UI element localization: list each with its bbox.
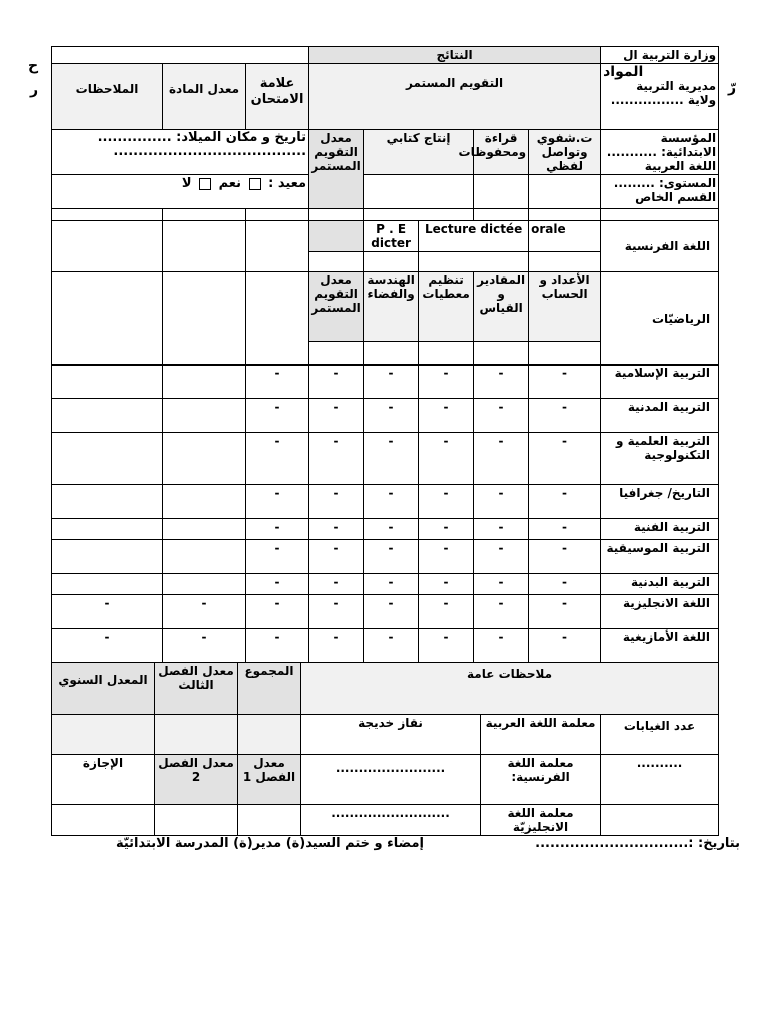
general-remarks-header: ملاحظات عامة — [301, 663, 719, 715]
subject-cell: - — [529, 485, 601, 519]
subject-cell: - — [246, 595, 309, 629]
french-skill-oral: orale — [529, 221, 601, 252]
subject-cell: - — [309, 629, 364, 663]
subject-name: اللغة الانجليزية — [601, 595, 719, 629]
left-edge-mark-1: ح — [28, 58, 39, 74]
institution-block — [601, 130, 719, 175]
subject-avg-cell: - — [163, 629, 246, 663]
subject-row — [52, 574, 719, 595]
subject-cell: - — [419, 574, 474, 595]
remarks-cell — [52, 365, 163, 399]
subject-name: اللغة الأمازيغية — [601, 629, 719, 663]
french-teacher-dots: ........................ — [301, 755, 481, 805]
subject-cell: - — [474, 595, 529, 629]
subject-cell: - — [309, 519, 364, 540]
french-teacher-label: معلمة اللغة الفرنسية: — [481, 755, 601, 805]
subject-cell: - — [364, 595, 419, 629]
yes-label: نعم — [218, 176, 242, 191]
materials-label: المواد — [603, 64, 644, 80]
subject-cell: - — [419, 629, 474, 663]
subject-name: التربية الفنية — [601, 519, 719, 540]
remarks-cell — [52, 519, 163, 540]
repeater-block — [52, 175, 309, 209]
left-edge-mark-2: ر — [30, 82, 39, 98]
subject-cell: - — [309, 399, 364, 433]
subject-cell: - — [529, 519, 601, 540]
subject-cell: - — [364, 540, 419, 574]
subject-cell: - — [419, 519, 474, 540]
arabic-teacher-name: نقاز خديجة — [301, 715, 481, 755]
math-subject: الرياضيّات — [601, 272, 719, 366]
subject-name: التربية الإسلامية — [601, 365, 719, 399]
yes-checkbox[interactable] — [249, 178, 261, 190]
subject-avg-cell — [163, 399, 246, 433]
subjects-table — [51, 364, 719, 663]
subject-cell: - — [246, 485, 309, 519]
arabic-skill-writing: إنتاج كتابي — [364, 130, 474, 175]
french-subject: اللغة الفرنسية — [601, 221, 719, 272]
subject-cell: - — [474, 365, 529, 399]
subject-cell: - — [246, 629, 309, 663]
subject-name: التربية المدنية — [601, 399, 719, 433]
subject-cell: - — [309, 365, 364, 399]
exam-mark-header: علامة الامتحان — [246, 64, 309, 130]
primary-label: الابتدائية: ........... — [606, 145, 717, 159]
term3-avg-header: معدل الفصل الثالث — [155, 663, 238, 715]
subject-cell: - — [309, 595, 364, 629]
french-skill-reading: Lecture dictée — [419, 221, 529, 252]
annual-avg-header: المعدل السنوي — [52, 663, 155, 715]
subject-cell: - — [474, 399, 529, 433]
remarks-cell — [52, 540, 163, 574]
no-checkbox[interactable] — [199, 178, 211, 190]
subject-avg-cell — [163, 574, 246, 595]
term2-avg-header: معدل الفصل 2 — [155, 755, 238, 805]
french-skill-writing: P . E dicter — [364, 221, 419, 252]
subject-cell: - — [246, 574, 309, 595]
subject-cell: - — [246, 519, 309, 540]
remarks-cell — [52, 574, 163, 595]
subject-cell: - — [364, 399, 419, 433]
math-skill-data: تنظيم معطيات — [419, 272, 474, 342]
remarks-cell: - — [52, 595, 163, 629]
subject-cell: - — [419, 365, 474, 399]
ministry-label: وزارة التربية ال — [601, 47, 719, 64]
remarks-header: الملاحظات — [52, 64, 163, 130]
subject-cell: - — [364, 485, 419, 519]
arabic-skill-oral: ت.شفوي وتواصل لفظي — [529, 130, 601, 175]
results-title: النتائج — [309, 47, 601, 64]
subject-cell: - — [529, 540, 601, 574]
subject-cell: - — [529, 399, 601, 433]
subject-cell: - — [246, 399, 309, 433]
subject-row — [52, 485, 719, 519]
subject-cell: - — [529, 365, 601, 399]
math-skill-avg: معدل التقويم المستمر — [309, 272, 364, 342]
subject-cell: - — [309, 574, 364, 595]
subject-row — [52, 399, 719, 433]
subject-cell: - — [474, 629, 529, 663]
summary-table — [51, 662, 719, 836]
subject-cell: - — [529, 595, 601, 629]
arabic-skill-reading: قراءة ومحفوظات — [474, 130, 529, 175]
total-header: المجموع — [238, 663, 301, 715]
subject-avg-cell: - — [163, 595, 246, 629]
subject-cell: - — [246, 433, 309, 485]
subject-cell: - — [246, 365, 309, 399]
subject-cell: - — [419, 595, 474, 629]
subject-row — [52, 629, 719, 663]
subject-cell: - — [246, 540, 309, 574]
subject-cell: - — [529, 574, 601, 595]
math-skill-geometry: الهندسة والفضاء — [364, 272, 419, 342]
subject-name: التربية البدنية — [601, 574, 719, 595]
arabic-subject: اللغة العربية — [644, 159, 717, 173]
institution-label: المؤسسة — [660, 131, 717, 145]
level-label: المستوى: ......... — [613, 176, 717, 190]
subject-cell: - — [364, 433, 419, 485]
header-block — [601, 64, 719, 130]
remarks-cell — [52, 433, 163, 485]
certificate-label: الإجازة — [52, 755, 155, 805]
subject-row — [52, 433, 719, 485]
subject-cell: - — [474, 540, 529, 574]
subject-cell: - — [364, 629, 419, 663]
subject-cell: - — [309, 540, 364, 574]
english-teacher-dots: .......................... — [301, 805, 481, 836]
subject-name: التربية الموسيقية — [601, 540, 719, 574]
directorate-label: مديرية التربية — [636, 79, 717, 93]
footer-signature: إمضاء و ختم السيد(ة) مدير(ة) المدرسة الابتدائيّة — [115, 836, 424, 851]
subject-row — [52, 365, 719, 399]
subject-cell: - — [529, 433, 601, 485]
subject-avg-cell — [163, 485, 246, 519]
repeater-label: معيد : — [268, 176, 307, 191]
subject-cell: - — [419, 433, 474, 485]
subject-cell: - — [474, 485, 529, 519]
continuous-eval-header: التقويم المستمر — [309, 64, 601, 130]
no-label: لا — [181, 176, 192, 191]
subject-avg-header: معدل المادة — [163, 64, 246, 130]
subject-cell: - — [419, 485, 474, 519]
right-edge-mark: رّ — [728, 80, 737, 96]
subject-avg-cell — [163, 540, 246, 574]
birth-dots: ....................................... — [113, 144, 307, 159]
remarks-cell — [52, 399, 163, 433]
math-skill-numbers: الأعداد و الحساب — [529, 272, 601, 342]
absences-label: عدد الغيابات — [601, 715, 719, 755]
report-card-table — [51, 46, 719, 366]
subject-cell: - — [364, 519, 419, 540]
remarks-cell: - — [52, 629, 163, 663]
subject-avg-cell — [163, 519, 246, 540]
arabic-teacher-label: معلمة اللغة العربية — [481, 715, 601, 755]
birth-label: تاريخ و مكان الميلاد: ............... — [97, 130, 307, 145]
subject-avg-cell — [163, 365, 246, 399]
english-teacher-label: معلمة اللغة الانجليزيّة — [481, 805, 601, 836]
term1-avg-header: معدل الفصل 1 — [238, 755, 301, 805]
wilaya-label: ولاية ................ — [610, 93, 717, 107]
absences-dots: .......... — [601, 755, 719, 805]
subject-cell: - — [364, 365, 419, 399]
math-skill-measures: المقادير و القياس — [474, 272, 529, 342]
subject-cell: - — [419, 399, 474, 433]
subject-cell: - — [529, 629, 601, 663]
footer-date: بتاريخ: :............................... — [535, 836, 740, 851]
subject-cell: - — [474, 519, 529, 540]
subject-cell: - — [419, 540, 474, 574]
subject-row — [52, 595, 719, 629]
special-section-label: القسم الخاص — [635, 190, 717, 204]
subject-cell: - — [364, 574, 419, 595]
level-block — [601, 175, 719, 209]
subject-row — [52, 519, 719, 540]
subject-avg-cell — [163, 433, 246, 485]
arabic-skill-avg: معدل التقويم المستمر — [309, 130, 364, 209]
subject-cell: - — [474, 433, 529, 485]
birth-block — [52, 130, 309, 175]
subject-cell: - — [309, 433, 364, 485]
subject-name: التاريخ/ جغرافيا — [601, 485, 719, 519]
subject-cell: - — [474, 574, 529, 595]
remarks-cell — [52, 485, 163, 519]
subject-name: التربية العلمية و التكنولوجية — [601, 433, 719, 485]
subject-row — [52, 540, 719, 574]
subject-cell: - — [309, 485, 364, 519]
